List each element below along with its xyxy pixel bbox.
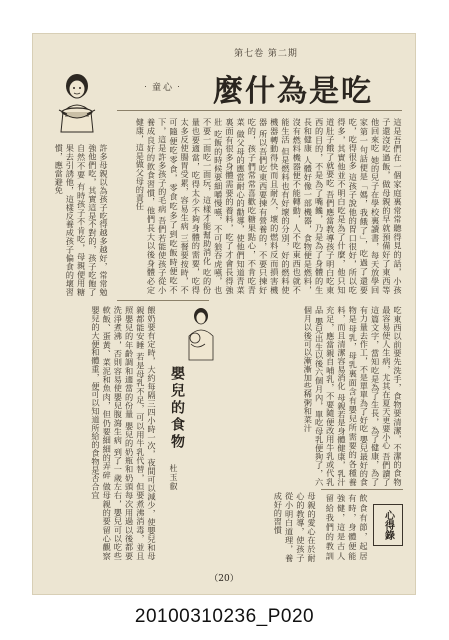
side-column-1: 嬰兒最好的食物是母乳，母乳裏面含有嬰兒所需要的各種養料，而且清潔容易消化: [336, 306, 370, 486]
column-tag: ‧童心‧: [141, 83, 186, 93]
lower-column-1: 許多母親以為孩子吃得越多越好，常常勉強他們吃，其實這是不對的，孩子吃飽了自然不要: [76, 144, 109, 296]
lower-column-2: 有時孩子不肯吃，母親便用糖果去引誘他，這樣反養成孩子偏食的壞習慣，應當避免: [54, 144, 87, 296]
main-column-2: 她的兒子在學校裏讀書，每天放學回家第一句話便是「媽，我餓了」，吃過了還要吃，吃得很多: [348, 118, 381, 294]
main-column-12: 吾們若能使孩子從小養成良好的飲食習慣，他們長大以後身體必定健康，這是做父母的責任: [135, 118, 168, 294]
main-column-5: 人體好像一部機器，食物便是燃料，沒有燃料機器便不能轉動，人不吃東西也就不能生活: [280, 118, 314, 294]
corner-column-2: 飲食有節，起居有時，身體便能強健，這是古人留給我們的教訓: [325, 494, 369, 560]
article-title: 吃是為什麼: [213, 74, 373, 109]
main-column-7: 所以吾們吃東西要揀有營養的，不要只揀好吃的，孩子們常常喜歡吃糖果點心，不肯吃青菜: [236, 118, 269, 294]
title-rule: [117, 110, 402, 111]
corner-rule: [321, 489, 403, 490]
main-column-1: 這是吾們在一個家庭裏常常聽得見的話，小孩子還沒吃過飯，做母親的早就預備好了東西等他回來吃: [370, 118, 403, 294]
lower-column-3: 吃東西以前要先洗手，食物要清潔，不潔的食物最容易使人生病，尤其在夏天更要小心: [381, 306, 403, 486]
side-column-2: 母親若是身體健康，乳汁充足，應當親自哺乳，不要隨便改用牛乳或代乳品: [314, 306, 347, 486]
main-column-3: 這孩子說他的胃口很好，所以吃得多，其實他並不明白吃是為了什麼，他只知道肚子餓了就要吃: [325, 118, 359, 294]
infant-food-heading: 嬰兒的食物: [169, 366, 185, 451]
main-column-9: 吃飯的時候要細嚼慢嚥，不可狼吞虎嚥，也不要一面吃一面玩，這樣才能幫助消化: [202, 118, 224, 294]
main-column-8: 做父母的應當耐心的勸導，使他們知道青菜裏面有很多身體需要的養料，吃了才會長得強壯: [213, 118, 247, 294]
scanned-page: [33, 34, 415, 594]
side-column-6: 嬰兒的奶瓶和奶頭每次用過以後都要洗淨煮沸，否則容易使嬰兒腹瀉生病: [113, 306, 135, 560]
side-column-7: 到了一歲左右，嬰兒可以吃些軟飯、蛋黃、菜泥和魚肉，但仍要細細的弄碎: [102, 306, 124, 560]
archive-id-caption: 20100310236_P020: [134, 606, 315, 627]
main-column-4: 吾們應當教導孩子明白吃東西的目的，不是為了嘴饞，乃是為了身體的生長和健康: [303, 118, 336, 294]
lower-column-4: 吾們讀了這篇文字，當知吃是為了生長，為了健康，為了有力量去作工，不是單單為了好吃: [359, 306, 392, 486]
side-column-5: 若是母乳不足，可以用牛乳代替，但要煮沸消毒，並且照嬰兒的年齡調和適當的份量: [124, 306, 146, 560]
main-article-lower-text: [215, 306, 403, 486]
page-number: （20）: [209, 574, 239, 584]
corner-article-heading: 心得錄: [373, 504, 403, 546]
main-column-6: 但是燃料也有好壞的分別，好的燃料使機器轉動得快而且耐久，壞的燃料反而損害機器: [258, 118, 291, 294]
side-column-4: 餵奶要有定時，大約每隔三四小時一次，夜間可以減少，使嬰兒和母親都能安睡: [135, 306, 157, 560]
infant-food-body: [201, 492, 317, 562]
main-article-upper-text: [117, 118, 403, 294]
main-article-left-strip: [47, 144, 109, 296]
mother-and-baby-illustration: [183, 306, 215, 362]
section-rule: [117, 300, 209, 301]
woman-with-bowl-illustration: [51, 72, 103, 138]
main-column-10: 吃的份量也要適當，吃得太少不夠身體的需要，吃得太多反使腸胃受累，容易生病: [180, 118, 213, 294]
main-article-left-lower: [47, 306, 157, 560]
infant-food-author: 杜玉叡: [169, 464, 178, 491]
running-header: 第七卷 第二期: [234, 49, 298, 59]
side-column-8: 做母親的要留心觀察嬰兒的大便和體重，便可以知道所給的食物是否合宜: [90, 306, 113, 560]
corner-column-1: 母親的愛心在於耐心的教導，使孩子從小明白道理，養成好的習慣: [273, 492, 317, 562]
main-column-11: 三餐要按時，不可隨便吃零食，零食吃多了到吃飯時便吃不下，這是許多孩子的毛病: [157, 118, 191, 294]
side-column-3: 嬰兒出生以後六個月內，單吃母乳便夠了，六個月以後可以漸漸加些稀粥和菜汁: [303, 306, 325, 486]
corner-article-body: [325, 494, 369, 560]
